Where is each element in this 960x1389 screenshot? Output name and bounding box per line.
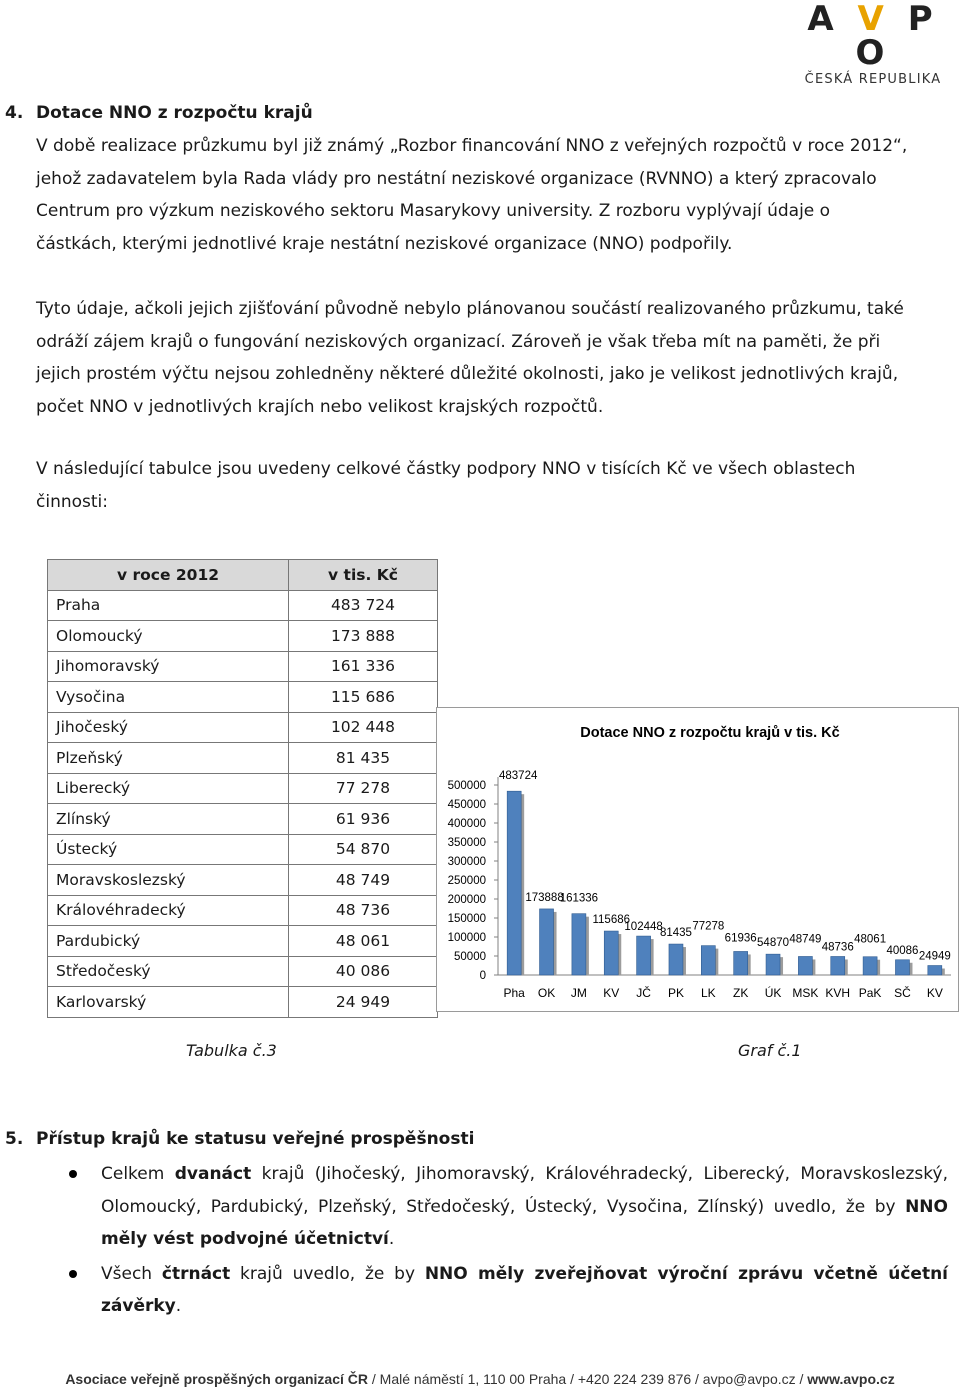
data-label: 54870 [757,937,790,950]
table-row [48,926,438,957]
data-label: 77278 [692,920,725,933]
bar [572,914,586,975]
region-name: Jihomoravský [48,651,289,682]
category-label: SČ [894,986,911,1000]
table-row [48,834,438,865]
data-label: 48749 [789,933,822,946]
category-label: MSK [792,986,819,1000]
region-amount: 173 888 [289,621,438,652]
category-label: JM [570,986,587,1000]
data-label: 24949 [918,950,951,963]
y-tick-label: 250000 [447,875,486,887]
table-header-year: v roce 2012 [48,560,289,591]
bullet-icon [69,1170,77,1178]
data-label: 102448 [624,921,663,934]
region-amount: 48 061 [289,926,438,957]
y-tick-label: 500000 [447,780,486,792]
table-header-amount: v tis. Kč [289,560,438,591]
table-row [48,682,438,713]
y-tick-label: 100000 [447,932,486,944]
paragraph-1: V době realizace průzkumu byl již známý „Rozbor financování NNO z veřejných rozpočtů v roce 2012“, jehož zadavatelem byla Rada vlády pro nestátní neziskové organizace (RVNNO) a který zpracovalo Centrum pro výzkum neziskového sektoru Masarykovy university. Z rozboru vyplývají údaje o částkách, kterými jednotlivé kraje nestátní neziskové organizace (NNO) podpořily. [36,136,908,254]
table-row [48,956,438,987]
region-name: Karlovarský [48,987,289,1018]
region-name: Praha [48,590,289,621]
table-row [48,651,438,682]
region-amount: 161 336 [289,651,438,682]
table-header-row [48,560,438,591]
region-amount: 77 278 [289,773,438,804]
category-label: OK [537,986,556,1000]
category-label: PK [667,986,684,1000]
y-tick-label: 0 [479,970,486,982]
table-row [48,865,438,896]
bullet-list [36,1158,948,1323]
bar [798,956,812,975]
bar [831,956,845,975]
data-label: 115686 [592,914,631,927]
region-name: Pardubický [48,926,289,957]
footer: Asociace veřejně prospěšných organizací ČR / Malé náměstí 1, 110 00 Praha / +420 224 239 876 / avpo@avpo.cz / www.avpo.cz [65,1371,895,1387]
region-name: Středočeský [48,956,289,987]
region-name: Plzeňský [48,743,289,774]
data-label: 61936 [724,932,757,945]
bar [507,791,521,975]
chart-caption: Graf č.1 [738,1041,802,1060]
avpo-logo [798,0,948,87]
category-label: ÚK [764,986,782,1000]
data-label: 48061 [854,933,887,946]
regions-table [47,559,438,1018]
region-amount: 483 724 [289,590,438,621]
region-name: Olomoucký [48,621,289,652]
bar [540,909,554,975]
table-row [48,804,438,835]
y-tick-label: 300000 [447,856,486,868]
region-name: Liberecký [48,773,289,804]
category-label: JČ [636,986,651,1000]
bar [637,936,651,975]
data-label: 40086 [886,944,919,957]
y-tick-label: 350000 [447,837,486,849]
y-tick-label: 450000 [447,799,486,811]
region-amount: 24 949 [289,987,438,1018]
table-caption: Tabulka č.3 [186,1041,277,1060]
data-label: 48736 [821,941,854,954]
table-row [48,590,438,621]
bar [766,954,780,975]
category-label: LK [700,986,716,1000]
data-label: 483724 [498,770,538,783]
region-amount: 102 448 [289,712,438,743]
table-row [48,773,438,804]
region-amount: 81 435 [289,743,438,774]
list-item: Celkem dvanáct krajů (Jihočeský, Jihomoravský, Královéhradecký, Liberecký, Moravskoslezský, Olomoucký, Pardubický, Plzeňský, Středočeský, Ústecký, Vysočina, Zlínský) uvedlo, že by NNO měly vést podvojné účetnictví. [36,1158,948,1256]
region-name: Ústecký [48,834,289,865]
region-amount: 61 936 [289,804,438,835]
paragraph-3: V následující tabulce jsou uvedeny celkové částky podpory NNO v tisících Kč ve všech oblastech činnosti: [36,459,856,512]
chart-title: Dotace NNO z rozpočtu krajů v tis. Kč [580,725,840,741]
data-label: 173888 [525,891,564,904]
table-row [48,743,438,774]
regional-funding-bar-chart [436,707,959,1012]
category-label: Pha [503,986,525,1000]
data-label: 161336 [559,892,599,905]
y-tick-label: 150000 [447,913,486,925]
region-name: Moravskoslezský [48,865,289,896]
region-name: Královéhradecký [48,895,289,926]
table-row [48,621,438,652]
logo-subtitle: ČESKÁ REPUBLIKA [804,72,942,87]
region-amount: 48 736 [289,895,438,926]
data-label: 81435 [659,927,692,940]
region-name: Zlínský [48,804,289,835]
bar [701,946,715,975]
category-label: KV [603,986,620,1000]
section-5-heading: 5. Přístup krajů ke statusu veřejné prospěšnosti [5,1129,475,1149]
region-amount: 40 086 [289,956,438,987]
section-4-heading: 4. Dotace NNO z rozpočtu krajů [5,103,313,123]
region-amount: 54 870 [289,834,438,865]
table-row [48,987,438,1018]
bullet-icon [69,1270,77,1278]
table-row [48,895,438,926]
region-amount: 115 686 [289,682,438,713]
table-row [48,712,438,743]
y-tick-label: 400000 [447,818,486,830]
bar [863,957,877,975]
logo-mark: A V P O [807,0,939,73]
bar [928,966,942,975]
category-label: PaK [858,986,882,1000]
region-amount: 48 749 [289,865,438,896]
category-label: ZK [733,986,749,1000]
y-tick-label: 200000 [447,894,486,906]
category-label: KVH [825,986,851,1000]
list-item: Všech čtrnáct krajů uvedlo, že by NNO měly zveřejňovat výroční zprávu včetně účetní závěrky. [36,1258,948,1323]
bar [604,931,618,975]
y-tick-label: 50000 [454,951,486,963]
region-name: Jihočeský [48,712,289,743]
bar [895,960,909,975]
region-name: Vysočina [48,682,289,713]
paragraph-2: Tyto údaje, ačkoli jejich zjišťování původně nebylo plánovanou součástí realizovaného průzkumu, také odráží zájem krajů o fungování neziskových organizací. Zároveň je však třeba mít na paměti, že při jejich prostém výčtu nejsou zohledněny některé důležité okolnosti, jako je velikost jednotlivých krajů, počet NNO v jednotlivých krajích nebo velikost krajských rozpočtů. [36,299,904,417]
bar [734,951,748,975]
bar [669,944,683,975]
category-label: KV [926,986,943,1000]
